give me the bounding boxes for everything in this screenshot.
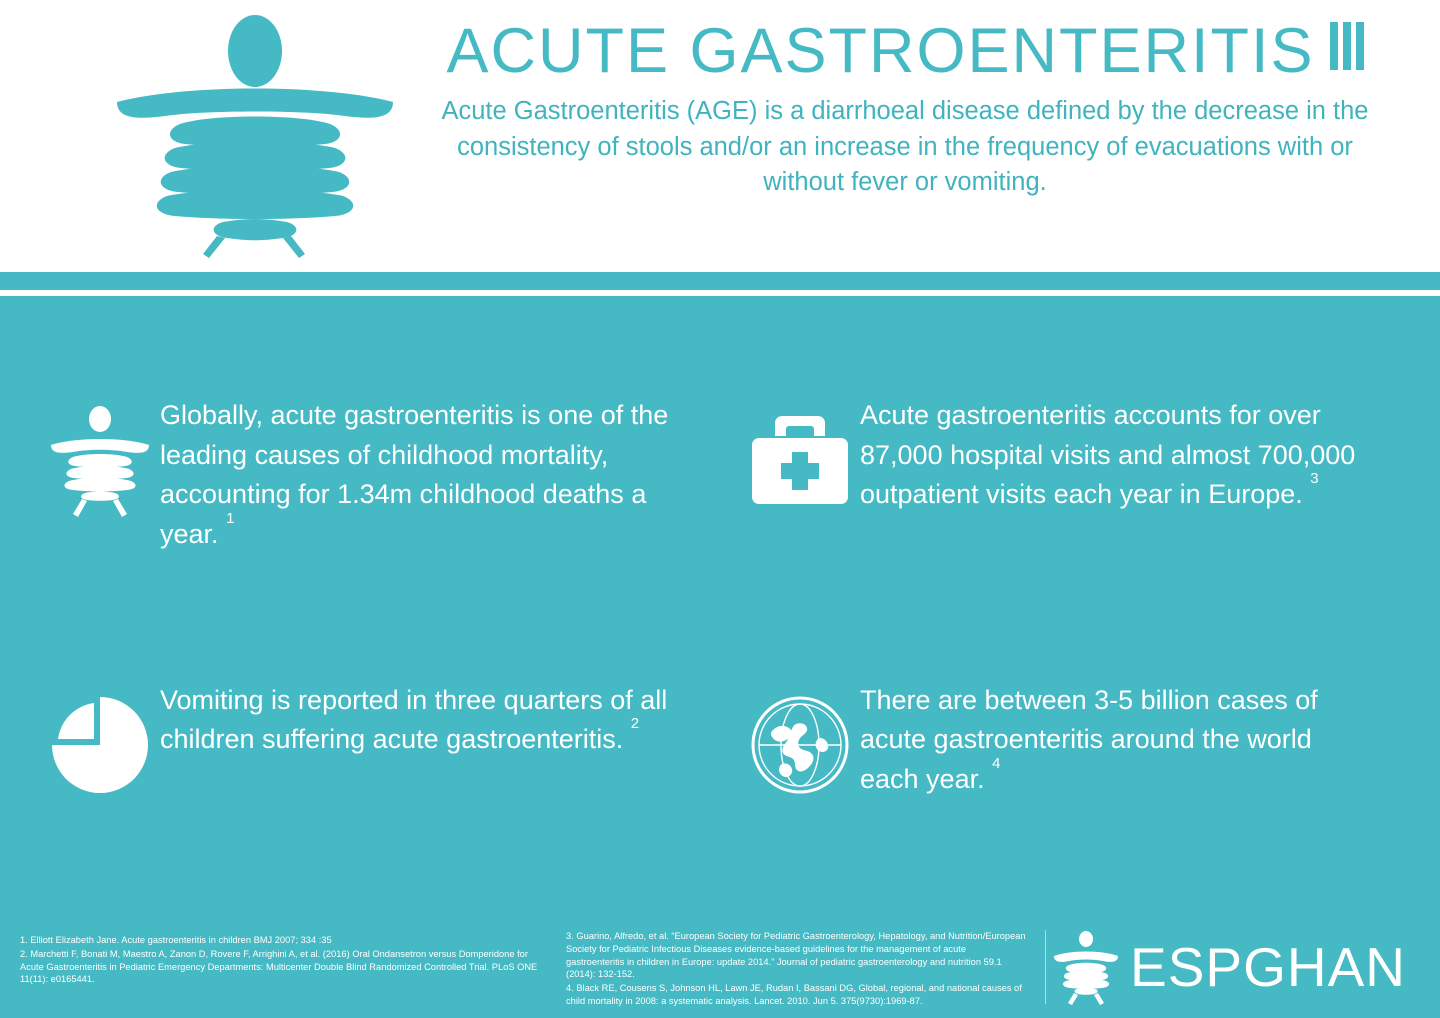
logo-text: ESPGHAN [1130,935,1406,998]
reference-item: 4. Black RE, Cousens S, Johnson HL, Lawn JE, Rudan I, Bassani DG, Global, regional, and national causes of child mortality in 2008: a systematic analysis. Lancet. 2010. Jun 5. 375(9730):1969-87. [566,983,1022,1007]
page-title-text: ACUTE GASTROENTERITIS [446,16,1315,86]
fact-text [160,392,670,555]
pie-chart-icon [40,685,160,805]
header [0,0,1440,272]
page-title [400,18,1410,88]
title-bars-icon [1325,16,1364,82]
fact-reference-marker: 4 [992,754,1001,772]
facts-row-2 [0,677,1440,805]
fact-reference-marker: 3 [1310,469,1319,487]
fact-item-hospital-visits [720,392,1440,555]
footer-divider [1045,930,1046,1004]
first-aid-kit-icon [740,400,860,520]
page-subtitle: Acute Gastroenteritis (AGE) is a diarrhoeal disease defined by the decrease in the consistency of stools and/or an increase in the frequency of evacuations with or without fever or vomiting. [441,97,1369,196]
fact-text-body: There are between 3-5 billion cases of acute gastroenteritis around the world each year. [860,684,1318,795]
fact-reference-marker: 1 [226,509,235,527]
references-column-2 [566,930,1026,1009]
person-figure-icon [40,400,160,520]
facts-section [0,296,1440,1018]
fact-text [860,392,1370,515]
references-column-1 [20,934,545,987]
fact-item-global-cases [720,677,1440,805]
fact-item-vomiting [0,677,720,805]
fact-text [860,677,1370,800]
reference-item: 2. Marchetti F, Bonati M, Maestro A, Zanon D, Rovere F, Arrighini A, et al. (2016) Oral Ondansetron versus Domperidone for Acute Gastroenteritis in Pediatric Emergency Departments: Multicenter Double Blind Randomized Controlled Trial. PLoS ONE 11(11): e0165441. [20,948,538,985]
fact-text-body: Globally, acute gastroenteritis is one of the leading causes of childhood mortality, accounting for 1.34m childhood deaths a year. [160,400,669,550]
facts-grid [0,392,1440,805]
fact-text-body: Vomiting is reported in three quarters of all children suffering acute gastroenteritis. [160,684,668,755]
header-text-block [400,18,1410,200]
person-figure-icon [1050,929,1122,1005]
fact-reference-marker: 2 [630,714,640,732]
reference-item: 1. Elliott Elizabeth Jane. Acute gastroenteritis in children BMJ 2007; 334 :35 [20,935,332,945]
footer [0,916,1440,1018]
globe-icon [740,685,860,805]
fact-text [160,677,670,760]
reference-item: 3. Guarino, Alfredo, et al. “European Society for Pediatric Gastroenterology, Hepatology, and Nutrition/European Society for Pediatric Infectious Diseases evidence-based guidelines for the management of acute gastroenteritis in children in Europe: update 2014.” Journal of pediatric gastroenterology and nutrition 59.1 (2014): 132-152. [566,931,1026,980]
fact-text-body: Acute gastroenteritis accounts for over 87,000 hospital visits and almost 700,000 outpatient visits each year in Europe. [860,400,1356,510]
header-divider-band [0,272,1440,290]
facts-row-1 [0,392,1440,555]
fact-item-mortality [0,392,720,555]
person-figure-icon [105,6,405,261]
espghan-logo [1050,922,1406,1012]
